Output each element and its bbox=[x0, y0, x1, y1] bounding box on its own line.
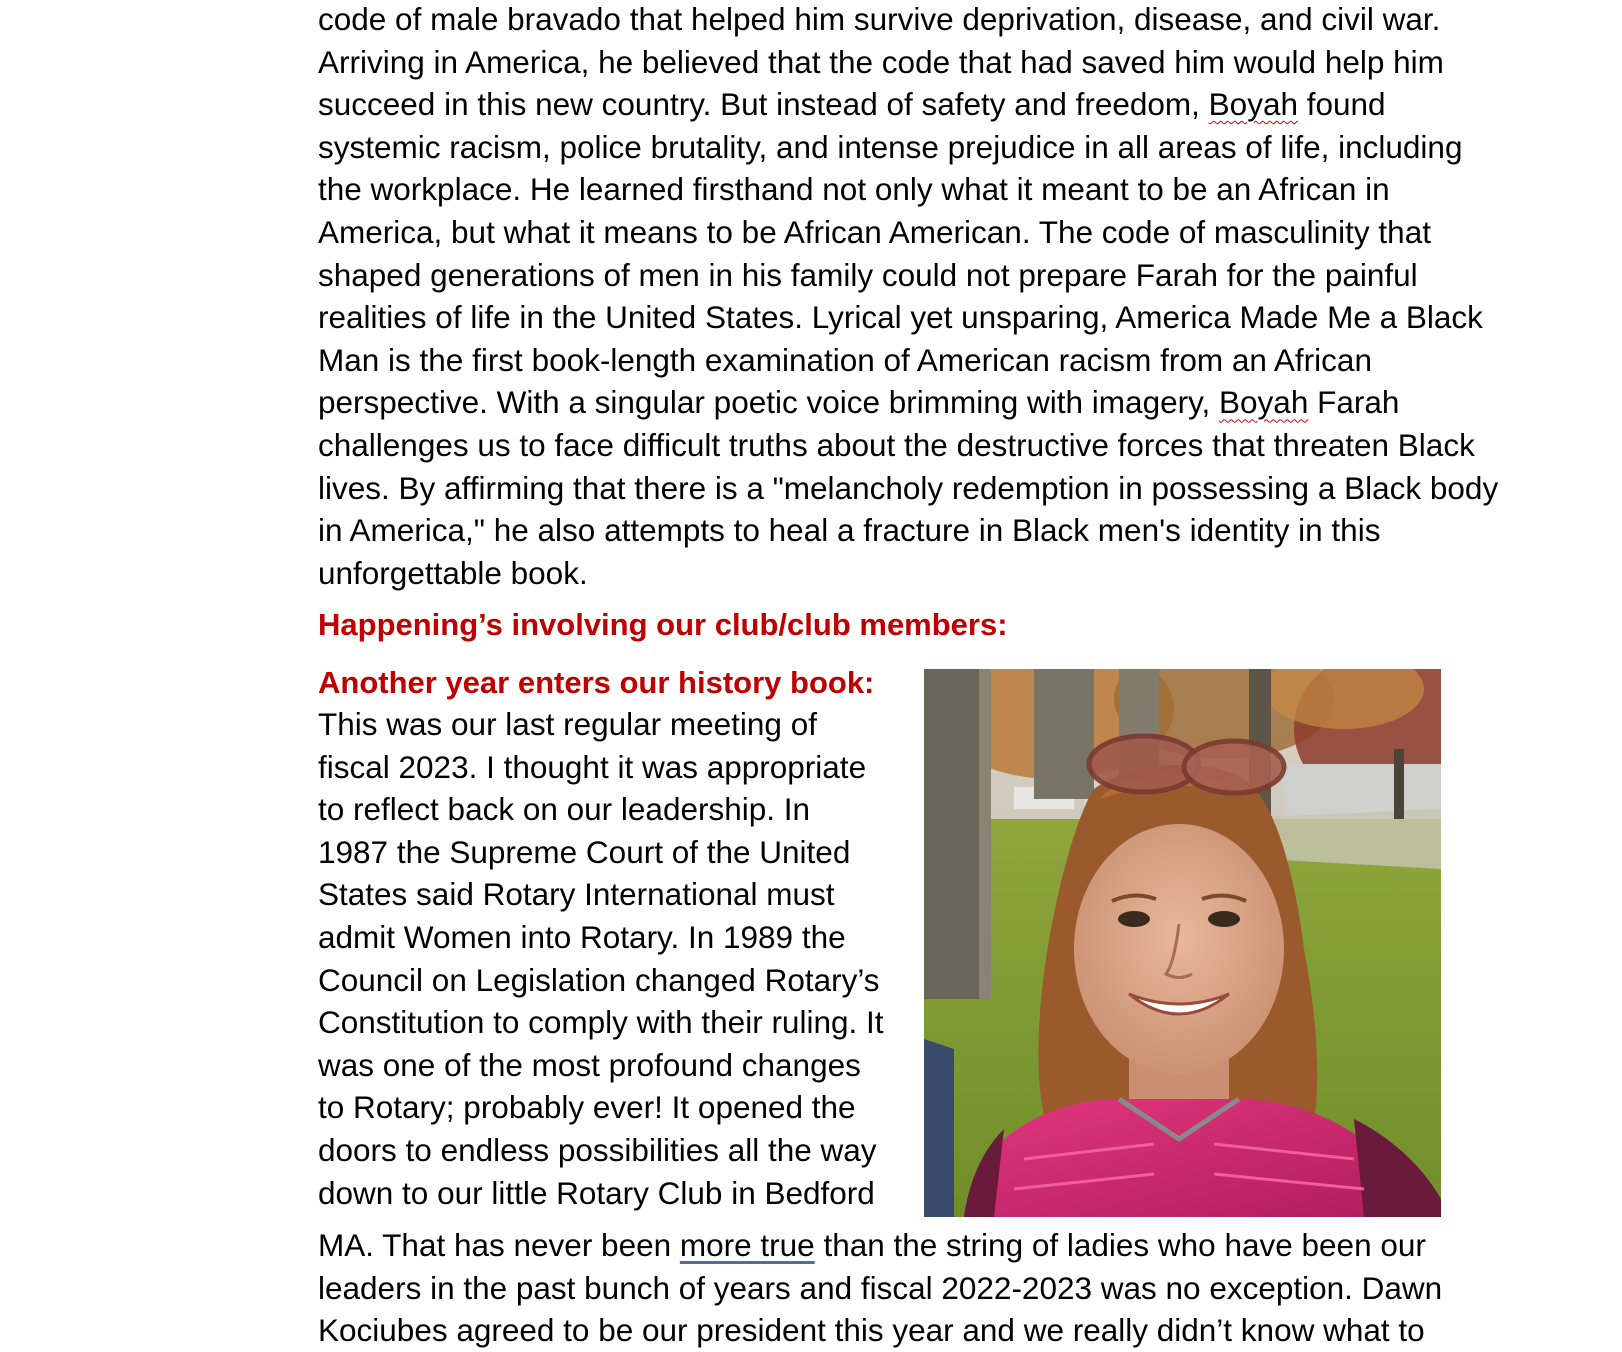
text-line: unforgettable book. bbox=[318, 554, 588, 591]
text-line: to reflect back on our leadership. In bbox=[318, 791, 811, 828]
text-line: in America," he also attempts to heal a fracture in Black men's identity in this bbox=[318, 512, 1381, 549]
text-line: systemic racism, police brutality, and intense prejudice in all areas of life, including bbox=[318, 128, 1463, 165]
text-line: America, but what it means to be African American. The code of masculinity that bbox=[318, 213, 1431, 250]
text-line: Constitution to comply with their ruling. It bbox=[318, 1004, 884, 1041]
text-line: code of male bravado that helped him survive deprivation, disease, and civil war. bbox=[318, 1, 1441, 37]
wrapped-text-column bbox=[318, 703, 884, 1214]
text-line: succeed in this new country. But instead of safety and freedom, Boyah found bbox=[318, 86, 1386, 123]
text-line: doors to endless possibilities all the way bbox=[318, 1131, 877, 1168]
text-line: admit Women into Rotary. In 1989 the bbox=[318, 918, 846, 955]
text-line: This was our last regular meeting of bbox=[318, 706, 817, 742]
misspelled-word: Boyah bbox=[1219, 384, 1309, 421]
text-line: MA. That has never been more true than the string of ladies who have been our bbox=[318, 1227, 1426, 1263]
continued-text bbox=[318, 1224, 1442, 1352]
text-line: Kociubes agreed to be our president this year and we really didn’t know what to bbox=[318, 1312, 1425, 1349]
text-line: fiscal 2023. I thought it was appropriate bbox=[318, 748, 867, 785]
misspelled-word: Boyah bbox=[1208, 86, 1298, 123]
text-line: challenges us to face difficult truths about the destructive forces that threaten Black bbox=[318, 426, 1475, 463]
text-line: leaders in the past bunch of years and fiscal 2022-2023 was no exception. Dawn bbox=[318, 1269, 1443, 1306]
portrait-photo bbox=[924, 669, 1441, 1217]
text-line: the workplace. He learned firsthand not only what it meant to be an African in bbox=[318, 171, 1390, 208]
book-description-paragraph bbox=[318, 0, 1548, 594]
text-line: Arriving in America, he believed that the code that had saved him would help him bbox=[318, 43, 1444, 80]
text-line: Council on Legislation changed Rotary’s bbox=[318, 961, 880, 998]
text-line: lives. By affirming that there is a "melancholy redemption in possessing a Black body bbox=[318, 469, 1499, 506]
text-line: 1987 the Supreme Court of the United bbox=[318, 833, 851, 870]
subheading: Another year enters our history book: bbox=[318, 665, 875, 700]
text-line: to Rotary; probably ever! It opened the bbox=[318, 1089, 856, 1126]
text-line: was one of the most profound changes bbox=[318, 1046, 861, 1083]
section-heading: Happening’s involving our club/club members: bbox=[318, 607, 1008, 642]
text-line: down to our little Rotary Club in Bedford bbox=[318, 1174, 875, 1211]
text-line: States said Rotary International must bbox=[318, 876, 835, 913]
text-line: realities of life in the United States. Lyrical yet unsparing, America Made Me a Black bbox=[318, 299, 1483, 336]
text-line: perspective. With a singular poetic voice brimming with imagery, Boyah Farah bbox=[318, 384, 1400, 421]
text-line: Man is the first book-length examination of American racism from an African bbox=[318, 341, 1372, 378]
text-line: shaped generations of men in his family could not prepare Farah for the painful bbox=[318, 256, 1418, 293]
hyperlink-more-true[interactable]: more true bbox=[679, 1227, 815, 1263]
